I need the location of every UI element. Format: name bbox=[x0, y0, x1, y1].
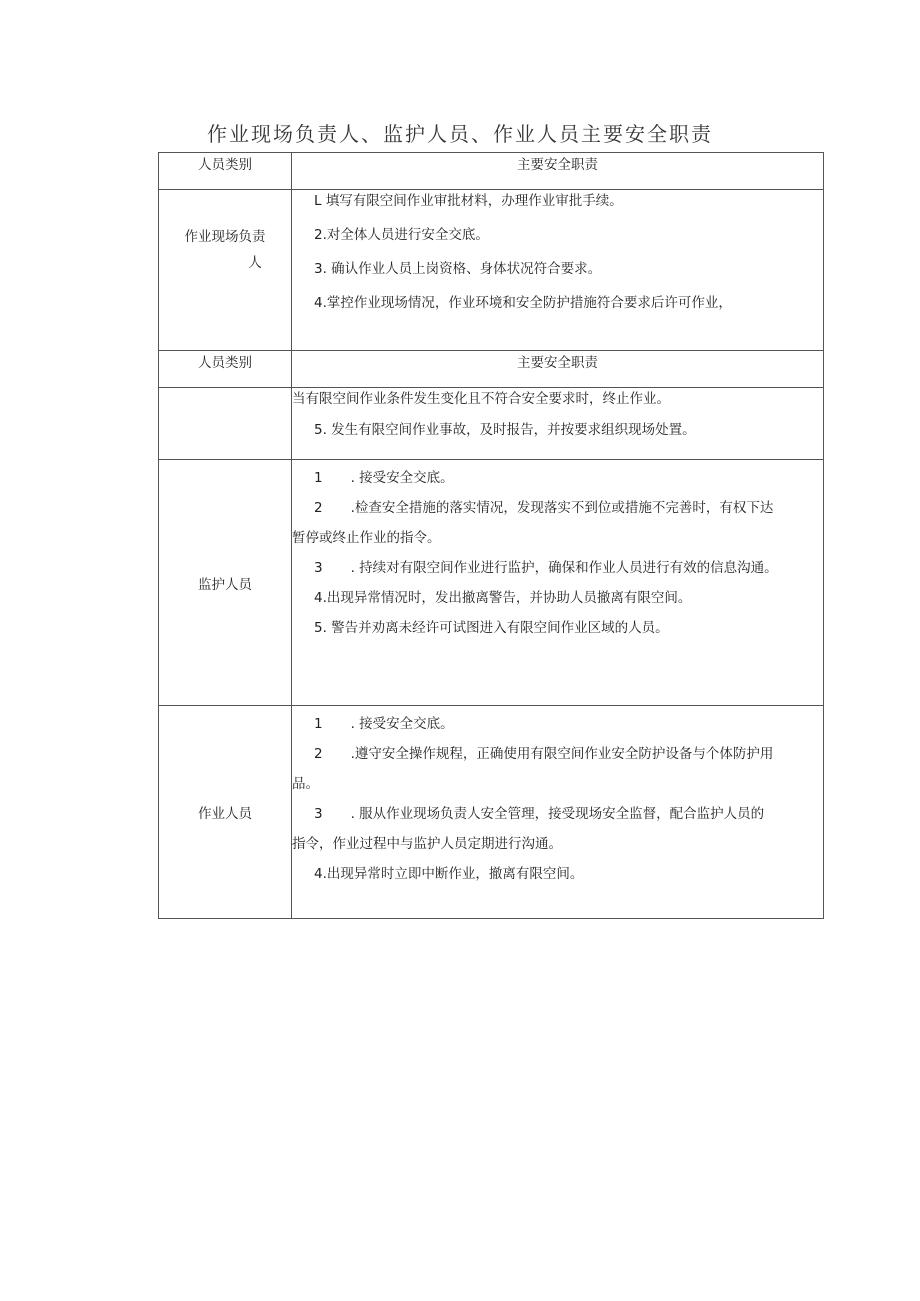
category-site-leader bbox=[159, 190, 292, 351]
category-site-leader-line1: 作业现场负责 bbox=[184, 229, 266, 245]
header-category: 人员类别 bbox=[159, 351, 292, 388]
duty-item: 当有限空间作业条件发生变化且不符合安全要求时，终止作业。 bbox=[292, 391, 670, 407]
duty-item: 2 .检查安全措施的落实情况，发现落实不到位或措施不完善时，有权下达 bbox=[314, 500, 774, 516]
duty-item-continued: 指令，作业过程中与监护人员定期进行沟通。 bbox=[292, 836, 562, 852]
header-duties: 主要安全职责 bbox=[292, 351, 824, 388]
table-row bbox=[159, 460, 824, 706]
duty-item: 1 . 接受安全交底。 bbox=[314, 716, 454, 732]
duty-item-continued: 品。 bbox=[292, 776, 319, 792]
duty-item: 3. 确认作业人员上岗资格、身体状况符合要求。 bbox=[314, 261, 602, 277]
duty-item: L 填写有限空间作业审批材料，办理作业审批手续。 bbox=[314, 193, 623, 209]
duty-item: 4.掌控作业现场情况，作业环境和安全防护措施符合要求后许可作业， bbox=[314, 295, 732, 311]
table-row bbox=[159, 190, 824, 351]
duty-item: 4.出现异常情况时，发出撤离警告，并协助人员撤离有限空间。 bbox=[314, 590, 692, 606]
duties-worker bbox=[292, 706, 824, 919]
duty-item: 3 . 持续对有限空间作业进行监护，确保和作业人员进行有效的信息沟通。 bbox=[314, 560, 778, 576]
duty-item: 4.出现异常时立即中断作业，撤离有限空间。 bbox=[314, 866, 584, 882]
duty-item: 3 . 服从作业现场负责人安全管理，接受现场安全监督，配合监护人员的 bbox=[314, 806, 765, 822]
duties-site-leader bbox=[292, 190, 824, 351]
category-site-leader-line2: 人 bbox=[248, 255, 262, 271]
safety-duties-table bbox=[158, 152, 824, 919]
table-header-row-repeat bbox=[159, 351, 824, 388]
table-header-row bbox=[159, 153, 824, 190]
category-worker bbox=[159, 706, 292, 919]
duty-item-continued: 暂停或终止作业的指令。 bbox=[292, 530, 441, 546]
header-category: 人员类别 bbox=[159, 153, 292, 190]
table-row bbox=[159, 388, 824, 460]
duty-item: 2 .遵守安全操作规程，正确使用有限空间作业安全防护设备与个体防护用 bbox=[314, 746, 774, 762]
category-supervisor bbox=[159, 460, 292, 706]
table-row bbox=[159, 706, 824, 919]
header-duties: 主要安全职责 bbox=[292, 153, 824, 190]
duties-supervisor bbox=[292, 460, 824, 706]
category-worker-label: 作业人员 bbox=[198, 806, 252, 822]
category-supervisor-label: 监护人员 bbox=[198, 576, 252, 593]
duty-item: 5. 发生有限空间作业事故，及时报告，并按要求组织现场处置。 bbox=[314, 422, 696, 438]
document-title: 作业现场负责人、监护人员、作业人员主要安全职责 bbox=[207, 122, 713, 146]
duties-site-leader-continued bbox=[292, 388, 824, 460]
duty-item: 2.对全体人员进行安全交底。 bbox=[314, 227, 489, 243]
category-empty bbox=[159, 388, 292, 460]
duty-item: 5. 警告并劝离未经许可试图进入有限空间作业区域的人员。 bbox=[314, 620, 669, 636]
duty-item: 1 . 接受安全交底。 bbox=[314, 470, 454, 486]
